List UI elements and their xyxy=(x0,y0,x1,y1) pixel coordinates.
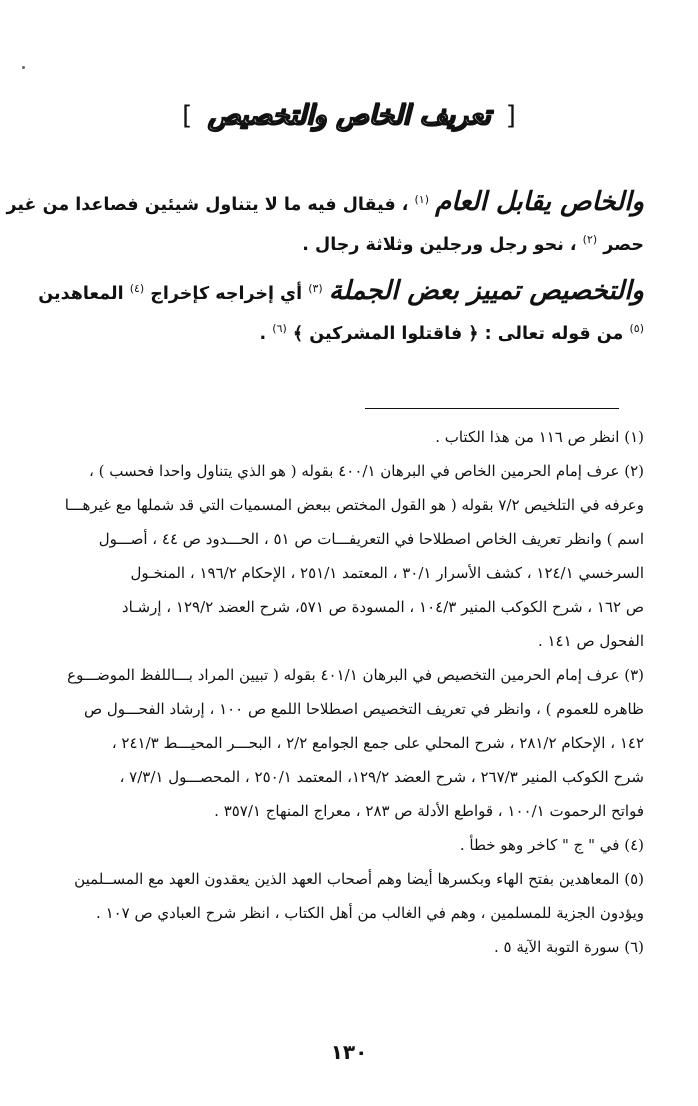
heading-close-bracket: ] xyxy=(182,101,193,131)
footnote-ref-5: (٥) xyxy=(629,322,644,335)
footnote-line: (٤) في " ج " كاخر وهو خطأ . xyxy=(459,836,644,854)
footnote-ref-6: (٦) xyxy=(272,322,287,335)
footnote-line: ظاهره للعموم ) ، وانظر في تعريف التخصيص اصطلاحا اللمع ص ١٠٠ ، إرشاد الفحـــول ص xyxy=(83,700,644,718)
footnote-line: السرخسي ١٢٤/١ ، كشف الأسرار ٣٠/١ ، المعتمد ٢٥١/١ ، الإحكام ١٩٦/٢ ، المنخـول xyxy=(130,564,644,582)
footnote-line: اسم ) وانظر تعريف الخاص اصطلاحا في التعريفـــات ص ٥١ ، الحـــدود ص ٤٤ ، أصـــول xyxy=(98,530,644,548)
heading-open-bracket: [ xyxy=(505,101,516,131)
takhsis-text-2-end: . xyxy=(259,323,267,344)
page-number: ١٣٠ xyxy=(330,1040,368,1064)
footnote-ref-4: (٤) xyxy=(129,282,145,296)
takhsis-definition-line-2 xyxy=(40,322,644,344)
takhsis-text-2a: من قوله تعالى : xyxy=(484,323,624,344)
footnote-line: شرح الكوكب المنير ٢٦٧/٣ ، شرح العضد ١٢٩/٢، المعتمد ٢٥٠/١ ، المحصـــول ٧/٣/١ ، xyxy=(119,768,644,786)
footnote-line: (٢) عرف إمام الحرمين الخاص في البرهان ٤٠٠/١ بقوله ( هو الذي يتناول واحدا فحسب ) ، xyxy=(88,462,644,480)
page-speck xyxy=(22,66,25,69)
takhsis-text-end: المعاهدين xyxy=(38,284,124,304)
footnote-line: فواتح الرحموت ١٠٠/١ ، قواطع الأدلة ص ٢٨٣ ، معراج المنهاج ٣٥٧/١ . xyxy=(214,802,644,820)
khas-text: ، فيقال فيه ما لا يتناول شيئين فصاعدا من غير xyxy=(6,195,409,215)
takhsis-term: والتخصيص تمييز بعض الجملة xyxy=(328,276,644,306)
footnote-line: (٥) المعاهدين بفتح الهاء وبكسرها أيضا وهم أصحاب العهد الذين يعقدون العهد مع المســلمين xyxy=(74,870,644,888)
khas-definition-line-2 xyxy=(40,233,644,255)
khas-text-2a: حصر xyxy=(603,234,644,255)
footnotes xyxy=(40,420,644,964)
footnote-ref-2: (٢) xyxy=(582,233,598,246)
footnote-line: وعرفه في التلخيص ٧/٢ بقوله ( هو القول المختص ببعض المسميات التي قد شملها مع غيرهـــا xyxy=(64,496,644,514)
footnote-line: (١) انظر ص ١١٦ من هذا الكتاب . xyxy=(435,428,644,446)
footnote-separator xyxy=(365,408,619,409)
heading-title: تعريف الخاص والتخصيص xyxy=(207,100,491,131)
khas-term: والخاص يقابل العام xyxy=(435,187,644,217)
footnote-line: (٣) عرف إمام الحرمين التخصيص في البرهان ٤٠١/١ بقوله ( تبيين المراد بـــاللفظ الموضـــوع xyxy=(67,666,644,684)
section-heading xyxy=(0,100,698,131)
footnote-line: ص ١٦٢ ، شرح الكوكب المنير ١٠٤/٣ ، المسودة ص ٥٧١، شرح العضد ١٢٩/٢ ، إرشـاد xyxy=(121,598,644,616)
footnote-line: الفحول ص ١٤١ . xyxy=(537,632,644,650)
khas-definition-line-1 xyxy=(6,187,644,217)
quran-quote: ﴿ فاقتلوا المشركين ﴾ xyxy=(292,323,479,344)
takhsis-definition-line-1 xyxy=(40,276,644,306)
khas-text-2b: ، نحو رجل ورجلين وثلاثة رجال . xyxy=(302,234,577,255)
takhsis-text: أي إخراجه كإخراج xyxy=(150,284,303,304)
footnote-line: ويؤدون الجزية للمسلمين ، وهم في الغالب من أهل الكتاب ، انظر شرح العبادي ص ١٠٧ . xyxy=(96,904,644,922)
footnote-ref-3: (٣) xyxy=(308,282,323,296)
footnote-line: ١٤٢ ، الإحكام ٢٨١/٢ ، شرح المحلي على جمع الجوامع ٢/٢ ، البحـــر المحيـــط ٢٤١/٣ ، xyxy=(111,734,644,752)
footnote-line: (٦) سورة التوبة الآية ٥ . xyxy=(493,938,644,956)
footnote-ref-1: (١) xyxy=(414,193,430,207)
